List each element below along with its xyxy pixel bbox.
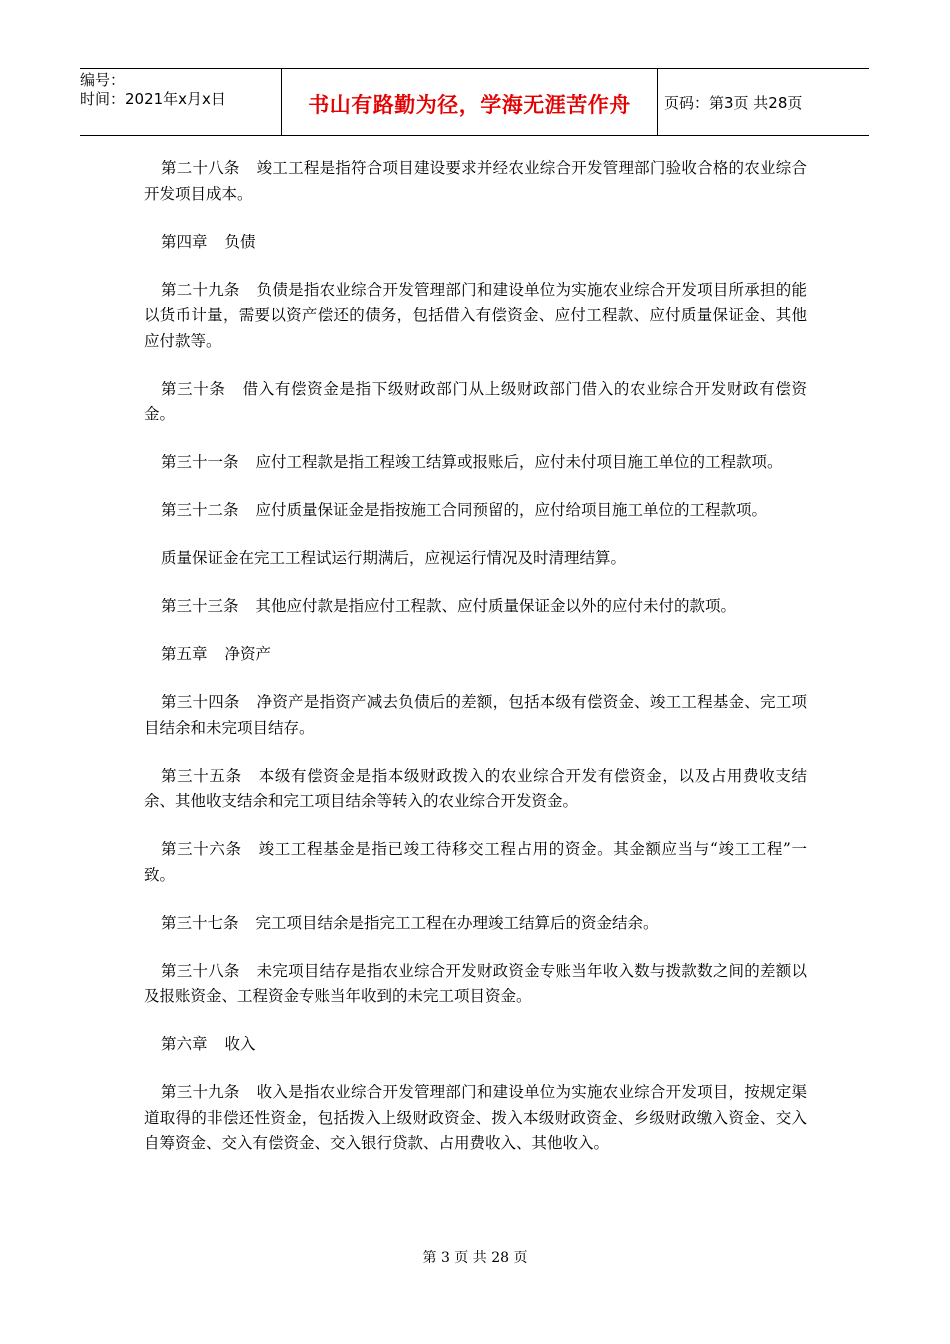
article-text: 应付质量保证金是指按施工合同预留的，应付给项目施工单位的工程款项。 xyxy=(255,501,768,519)
document-body xyxy=(144,156,807,1179)
article-text: 借入有偿资金是指下级财政部门从上级财政部门借入的农业综合开发财政有偿资金。 xyxy=(144,379,807,423)
article-paragraph xyxy=(144,837,807,888)
article-text: 净资产 xyxy=(224,645,272,663)
article-paragraph xyxy=(144,1080,807,1157)
date-label: 时间：2021年x月x日 xyxy=(80,90,226,108)
article-text: 收入 xyxy=(224,1035,256,1053)
article-paragraph xyxy=(144,450,807,476)
article-text: 负债是指农业综合开发管理部门和建设单位为实施农业综合开发项目所承担的能以货币计量，需要以资产偿还的债务，包括借入有偿资金、应付工程款、应付质量保证金、其他应付款等。 xyxy=(144,280,807,350)
article-number: 第三十六条 xyxy=(161,840,242,858)
article-paragraph xyxy=(144,1032,807,1058)
article-text: 质量保证金在完工工程试运行期满后，应视运行情况及时清理结算。 xyxy=(161,549,627,567)
article-text: 应付工程款是指工程竣工结算或报账后，应付未付项目施工单位的工程款项。 xyxy=(255,453,783,471)
page-header xyxy=(80,68,869,136)
article-paragraph xyxy=(144,546,807,572)
article-paragraph xyxy=(144,764,807,815)
header-page-info xyxy=(658,69,869,135)
motto-text: 书山有路勤为径，学海无涯苦作舟 xyxy=(308,93,631,117)
article-text: 本级有偿资金是指本级财政拨入的农业综合开发有偿资金，以及占用费收支结余、其他收支结余和完工项目结余等转入的农业综合开发资金。 xyxy=(144,766,807,810)
article-number: 第六章 xyxy=(161,1035,208,1053)
article-number: 第三十二条 xyxy=(161,501,239,519)
article-number: 第三十条 xyxy=(161,379,226,398)
article-text: 未完项目结存是指农业综合开发财政资金专账当年收入数与拨款数之间的差额以及报账资金、工程资金专账当年收到的未完工项目资金。 xyxy=(144,961,807,1005)
article-paragraph xyxy=(144,377,807,428)
article-number: 第五章 xyxy=(161,645,208,663)
article-paragraph xyxy=(144,642,807,668)
article-number: 第三十九条 xyxy=(161,1083,240,1101)
article-text: 完工项目结余是指完工工程在办理竣工结算后的资金结余。 xyxy=(255,913,659,932)
motto-banner xyxy=(282,69,658,135)
article-text: 竣工工程是指符合项目建设要求并经农业综合开发管理部门验收合格的农业综合开发项目成本。 xyxy=(144,159,807,203)
article-paragraph xyxy=(144,278,807,355)
article-number: 第三十三条 xyxy=(161,597,239,615)
article-number: 第三十七条 xyxy=(161,913,239,932)
article-number: 第二十八条 xyxy=(161,159,240,177)
article-text: 负债 xyxy=(224,232,256,251)
footer-page-number: 第 3 页 共 28 页 xyxy=(422,1250,528,1266)
article-number: 第三十五条 xyxy=(161,766,242,785)
article-paragraph xyxy=(144,498,807,524)
article-number: 第三十八条 xyxy=(161,961,240,980)
article-text: 其他应付款是指应付工程款、应付质量保证金以外的应付未付的款项。 xyxy=(255,597,737,615)
header-meta xyxy=(80,69,282,135)
article-number: 第三十四条 xyxy=(161,693,240,711)
article-paragraph xyxy=(144,594,807,620)
article-paragraph xyxy=(144,959,807,1010)
article-text: 净资产是指资产减去负债后的差额，包括本级有偿资金、竣工工程基金、完工项目结余和未完项目结存。 xyxy=(144,693,807,737)
page-info-text: 页码：第3页 共28页 xyxy=(664,93,803,112)
serial-number-label: 编号： xyxy=(80,71,126,89)
article-paragraph xyxy=(144,156,807,207)
page-footer xyxy=(0,1247,950,1267)
article-number: 第四章 xyxy=(161,232,208,251)
article-number: 第二十九条 xyxy=(161,280,240,299)
article-text: 竣工工程基金是指已竣工待移交工程占用的资金。其金额应当与“竣工工程”一致。 xyxy=(144,840,807,884)
article-text: 收入是指农业综合开发管理部门和建设单位为实施农业综合开发项目，按规定渠道取得的非偿还性资金，包括拨入上级财政资金、拨入本级财政资金、乡级财政缴入资金、交入自筹资金、交入有偿资金、交入银行贷款、占用费收入、其他收入。 xyxy=(144,1083,807,1152)
article-paragraph xyxy=(144,230,807,256)
article-paragraph xyxy=(144,690,807,741)
article-paragraph xyxy=(144,911,807,937)
article-number: 第三十一条 xyxy=(161,453,239,471)
